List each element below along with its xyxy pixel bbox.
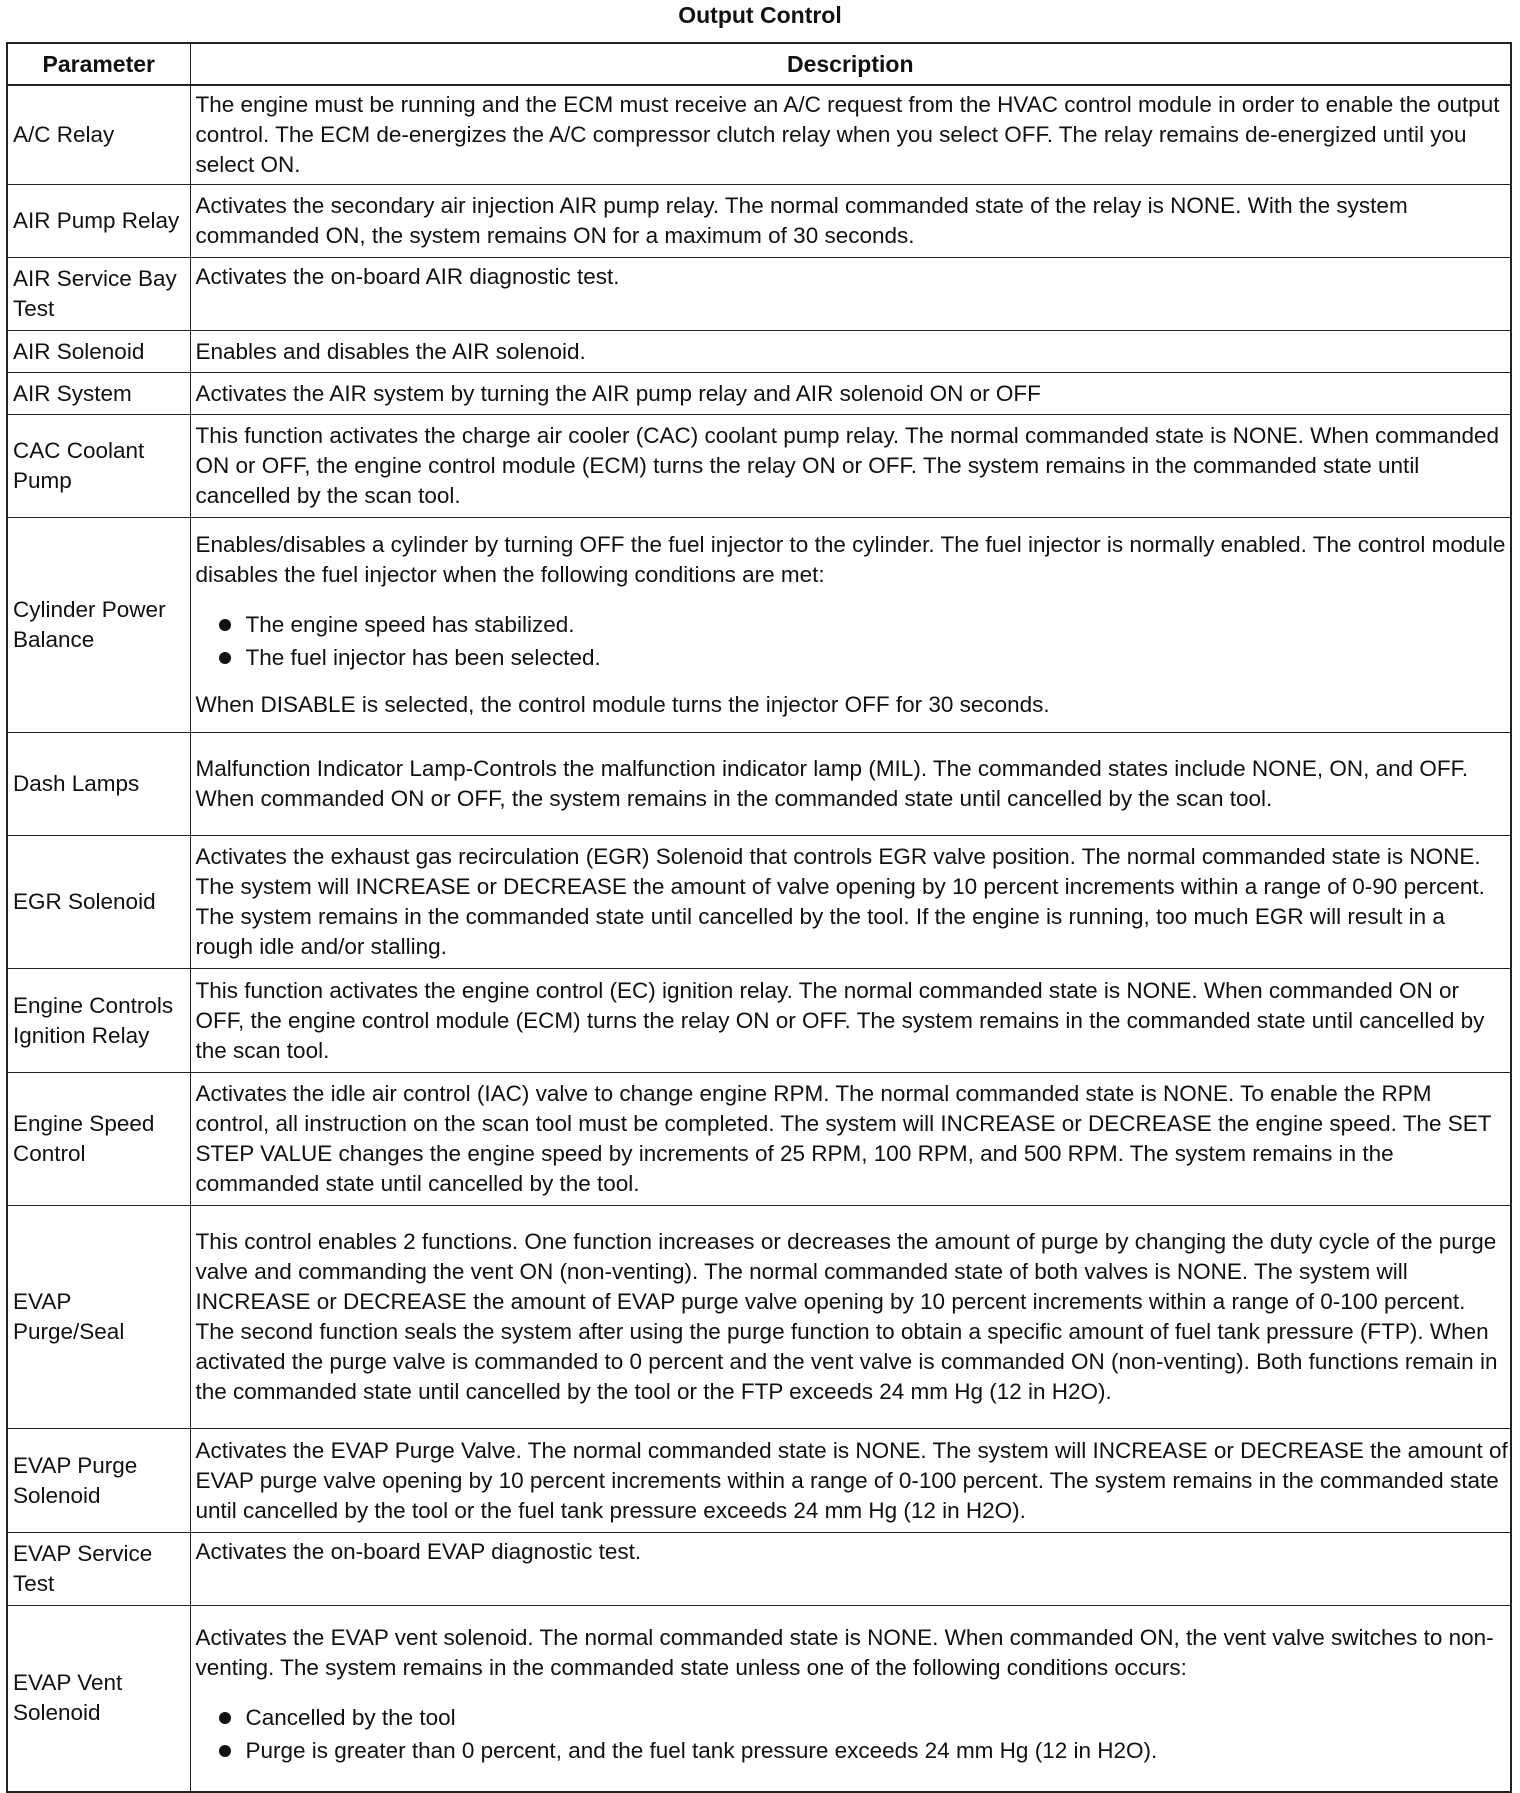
conditions-list bbox=[196, 608, 1509, 674]
description-cell: Activates the exhaust gas recirculation (EGR) Solenoid that controls EGR valve position. The normal commanded state is NONE. The system will INCREASE or DECREASE the amount of valve opening by 10 percent increments within a range of 0-90 percent. The system remains in the commanded state until cancelled by the tool. If the engine is running, too much EGR will result in a rough idle and/or stalling. bbox=[190, 836, 1511, 969]
description-cell: Activates the on-board EVAP diagnostic test. bbox=[190, 1533, 1511, 1606]
description-note: When DISABLE is selected, the control module turns the injector OFF for 30 seconds. bbox=[195, 692, 1050, 717]
page-title: Output Control bbox=[678, 2, 842, 28]
parameter-cell: EGR Solenoid bbox=[7, 836, 190, 969]
parameter-cell: Cylinder Power Balance bbox=[7, 518, 190, 733]
parameter-cell: Engine Controls Ignition Relay bbox=[7, 969, 190, 1073]
table-row bbox=[7, 258, 1511, 331]
output-control-table bbox=[6, 42, 1512, 1793]
parameter-cell: Engine Speed Control bbox=[7, 1073, 190, 1206]
table-row bbox=[7, 85, 1511, 185]
description-cell bbox=[190, 518, 1511, 733]
parameter-cell: EVAP Service Test bbox=[7, 1533, 190, 1606]
description-cell: Malfunction Indicator Lamp-Controls the malfunction indicator lamp (MIL). The commanded states include NONE, ON, and OFF. When commanded ON or OFF, the system remains in the commanded state until cancelled by the scan tool. bbox=[190, 733, 1511, 836]
description-column-header: Description bbox=[190, 43, 1511, 85]
list-item: The fuel injector has been selected. bbox=[196, 641, 1509, 674]
parameter-cell: Dash Lamps bbox=[7, 733, 190, 836]
parameter-cell: AIR Solenoid bbox=[7, 331, 190, 373]
parameter-cell: CAC Coolant Pump bbox=[7, 415, 190, 518]
table-row bbox=[7, 1533, 1511, 1606]
description-cell: Enables and disables the AIR solenoid. bbox=[190, 331, 1511, 373]
description-text: Activates the EVAP vent solenoid. The normal commanded state is NONE. When commanded ON, the vent valve switches to non-venting. The system remains in the commanded state unless one of the following conditions occurs: bbox=[195, 1625, 1494, 1681]
table-row bbox=[7, 733, 1511, 836]
parameter-cell: A/C Relay bbox=[7, 85, 190, 185]
description-cell: This function activates the charge air cooler (CAC) coolant pump relay. The normal commanded state is NONE. When commanded ON or OFF, the engine control module (ECM) turns the relay ON or OFF. The system remains in the commanded state until cancelled by the scan tool. bbox=[190, 415, 1511, 518]
description-cell: This control enables 2 functions. One function increases or decreases the amount of purge by changing the duty cycle of the purge valve and commanding the vent ON (non-venting). The normal commanded state of both valves is NONE. The system will INCREASE or DECREASE the amount of EVAP purge valve opening by 10 percent increments within a range of 0-100 percent. The second function seals the system after using the purge function to obtain a specific amount of fuel tank pressure (FTP). When activated the purge valve is commanded to 0 percent and the vent valve is commanded ON (non-venting). Both functions remain in the commanded state until cancelled by the tool or the FTP exceeds 24 mm Hg (12 in H2O). bbox=[190, 1206, 1511, 1429]
description-cell: Activates the AIR system by turning the AIR pump relay and AIR solenoid ON or OFF bbox=[190, 373, 1511, 415]
table-row bbox=[7, 969, 1511, 1073]
parameter-cell: AIR Pump Relay bbox=[7, 185, 190, 258]
parameter-cell: AIR Service Bay Test bbox=[7, 258, 190, 331]
description-text: Enables/disables a cylinder by turning OFF the fuel injector to the cylinder. The fuel injector is normally enabled. The control module disables the fuel injector when the following conditions are met: bbox=[195, 532, 1506, 587]
list-item: The engine speed has stabilized. bbox=[196, 608, 1509, 641]
table-row bbox=[7, 836, 1511, 969]
table-row bbox=[7, 373, 1511, 415]
description-cell: Activates the on-board AIR diagnostic test. bbox=[190, 258, 1511, 331]
table-header-row bbox=[7, 43, 1511, 85]
parameter-cell: AIR System bbox=[7, 373, 190, 415]
table-row bbox=[7, 1429, 1511, 1533]
description-cell: The engine must be running and the ECM must receive an A/C request from the HVAC control module in order to enable the output control. The ECM de-energizes the A/C compressor clutch relay when you select OFF. The relay remains de-energized until you select ON. bbox=[190, 85, 1511, 185]
list-item: Purge is greater than 0 percent, and the fuel tank pressure exceeds 24 mm Hg (12 in H2O). bbox=[196, 1734, 1509, 1767]
list-item: Cancelled by the tool bbox=[196, 1701, 1509, 1734]
conditions-list bbox=[196, 1701, 1509, 1767]
description-cell: This function activates the engine control (EC) ignition relay. The normal commanded state is NONE. When commanded ON or OFF, the engine control module (ECM) turns the relay ON or OFF. The system remains in the commanded state until cancelled by the scan tool. bbox=[190, 969, 1511, 1073]
description-cell: Activates the EVAP Purge Valve. The normal commanded state is NONE. The system will INCREASE or DECREASE the amount of EVAP purge valve opening by 10 percent increments within a range of 0-100 percent. The system remains in the commanded state until cancelled by the tool or the fuel tank pressure exceeds 24 mm Hg (12 in H2O). bbox=[190, 1429, 1511, 1533]
parameter-cell: EVAP Vent Solenoid bbox=[7, 1606, 190, 1792]
table-row bbox=[7, 331, 1511, 373]
description-cell: Activates the secondary air injection AIR pump relay. The normal commanded state of the relay is NONE. With the system commanded ON, the system remains ON for a maximum of 30 seconds. bbox=[190, 185, 1511, 258]
table-row bbox=[7, 415, 1511, 518]
parameter-cell: EVAP Purge Solenoid bbox=[7, 1429, 190, 1533]
table-row bbox=[7, 1073, 1511, 1206]
description-cell bbox=[190, 1606, 1511, 1792]
table-row bbox=[7, 1206, 1511, 1429]
description-cell: Activates the idle air control (IAC) valve to change engine RPM. The normal commanded state is NONE. To enable the RPM control, all instruction on the scan tool must be completed. The system will INCREASE or DECREASE the engine speed. The SET STEP VALUE changes the engine speed by increments of 25 RPM, 100 RPM, and 500 RPM. The system remains in the commanded state until cancelled by the tool. bbox=[190, 1073, 1511, 1206]
parameter-column-header: Parameter bbox=[7, 43, 190, 85]
parameter-cell: EVAP Purge/Seal bbox=[7, 1206, 190, 1429]
table-row bbox=[7, 185, 1511, 258]
table-row bbox=[7, 518, 1511, 733]
table-row bbox=[7, 1606, 1511, 1792]
